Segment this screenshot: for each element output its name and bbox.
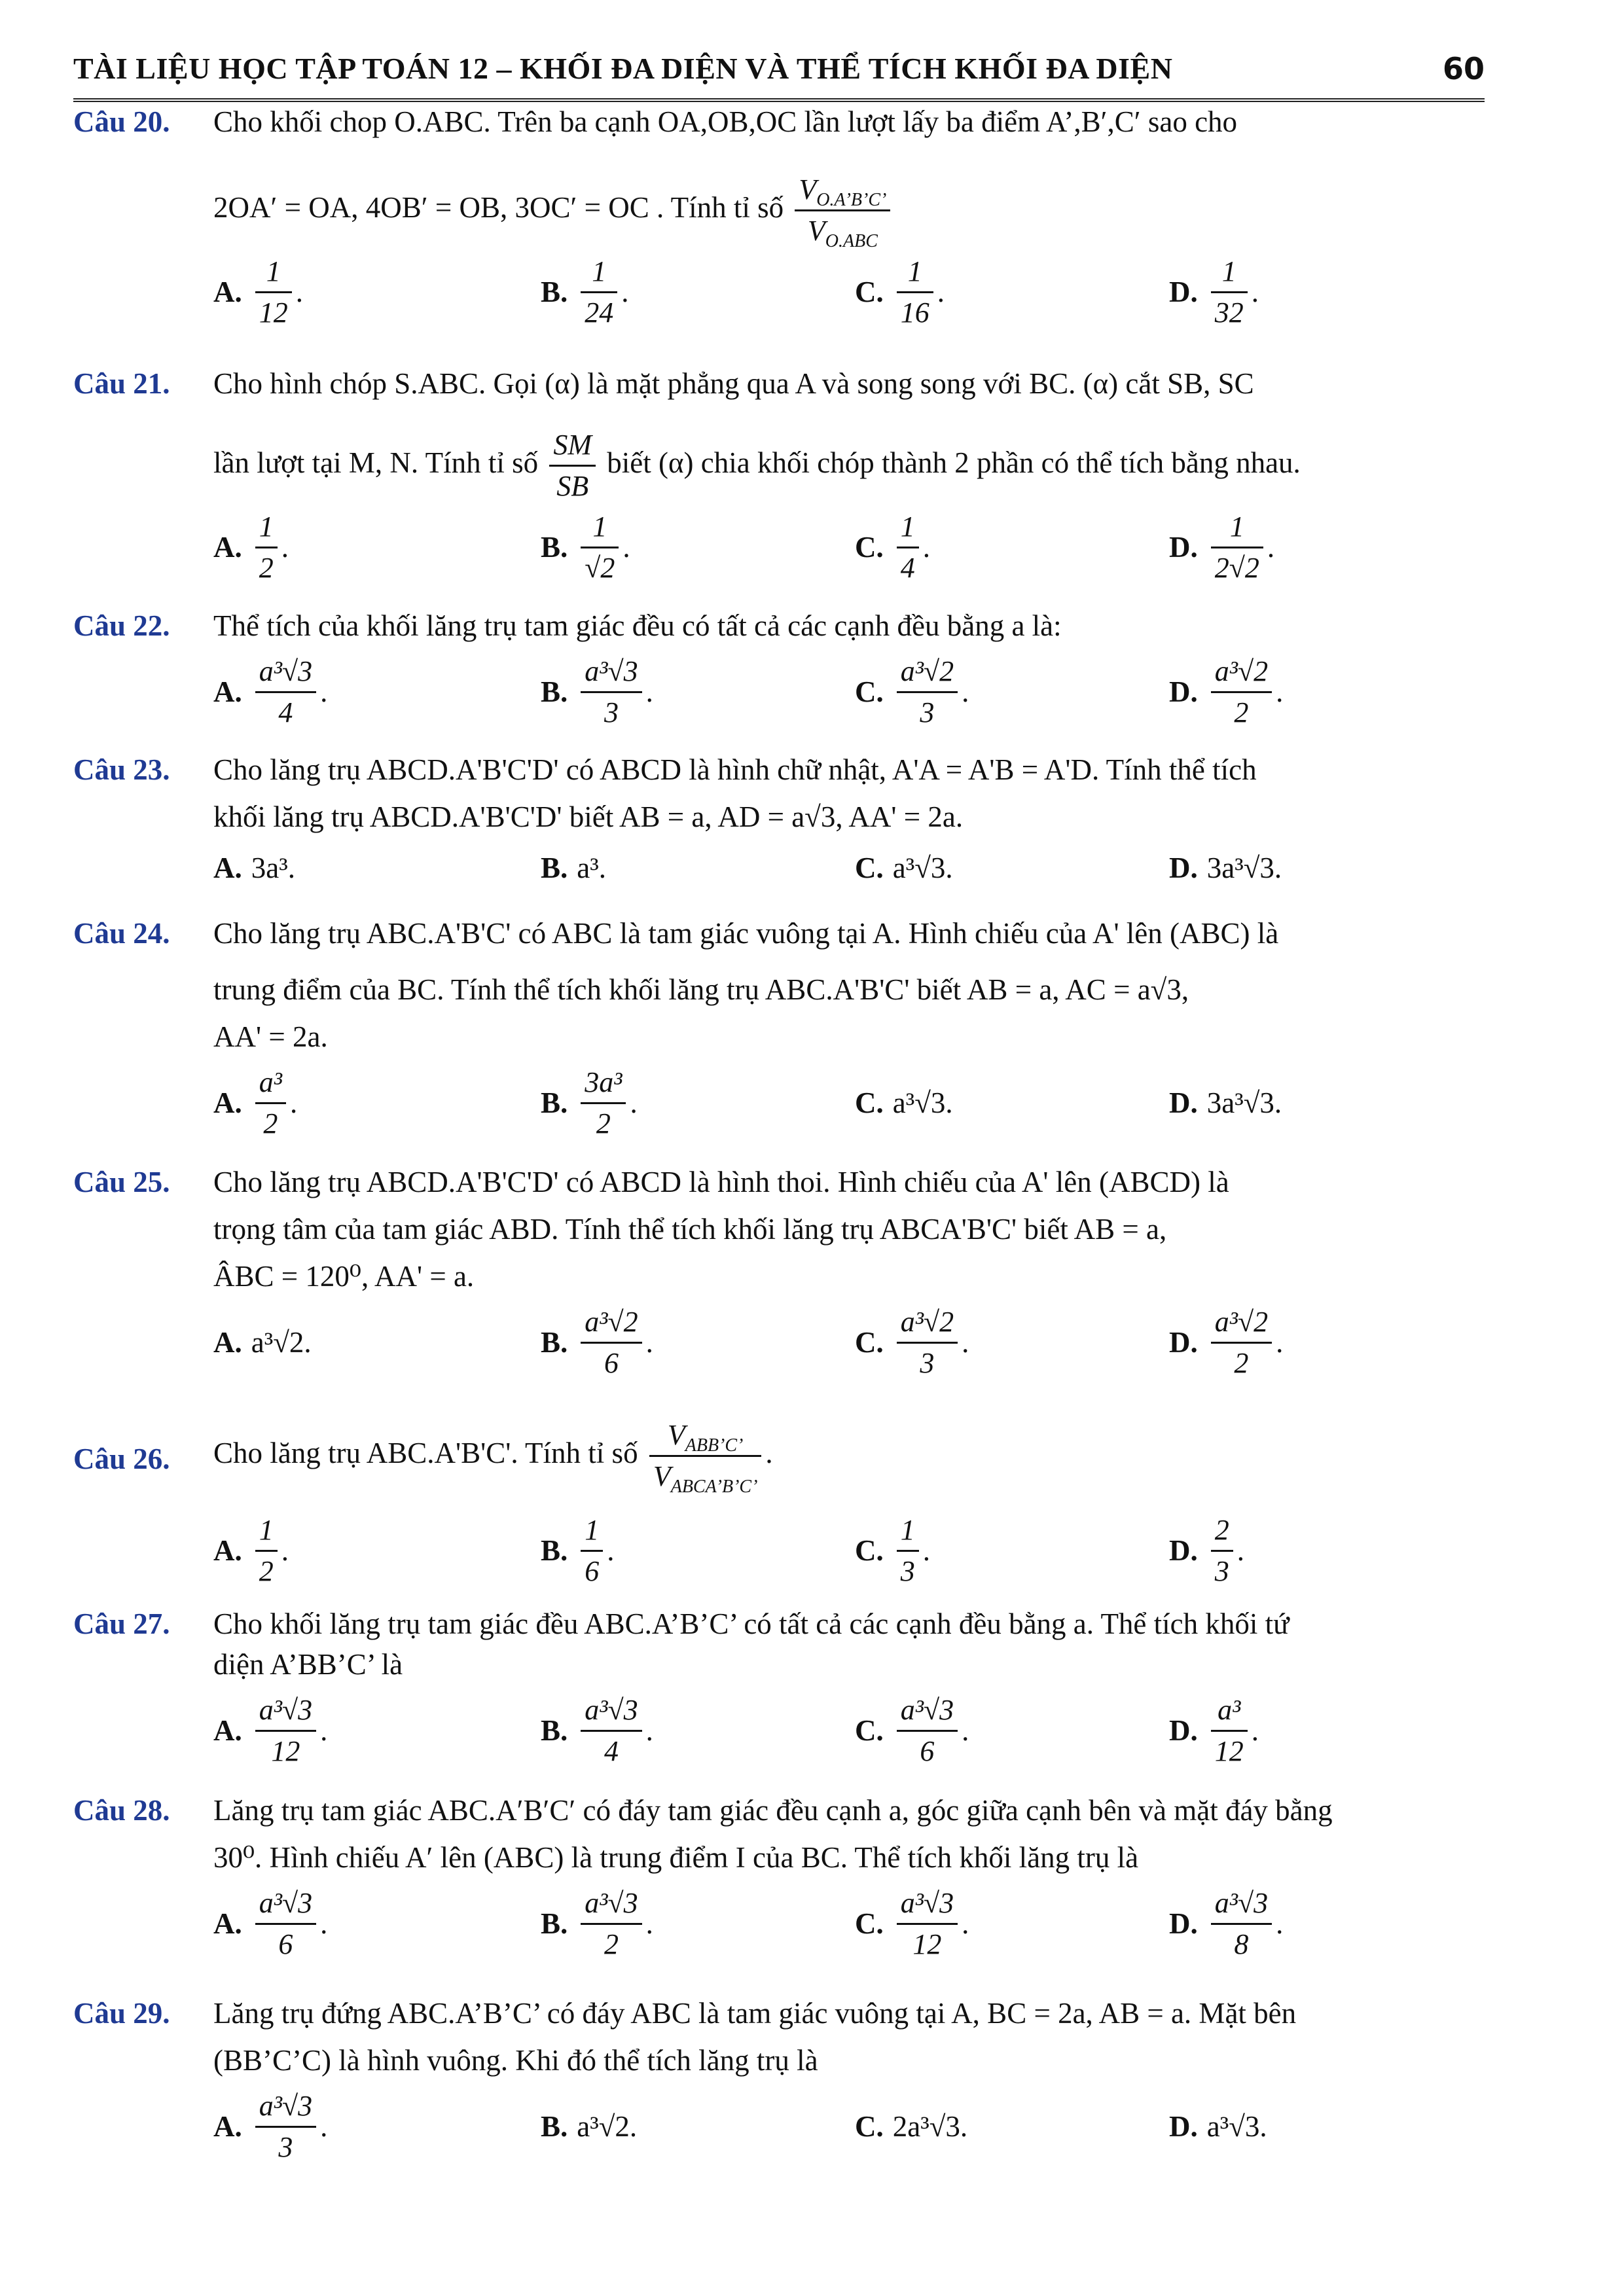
question-text: Lăng trụ đứng ABC.A’B’C’ có đáy ABC là tam giác vuông tại A, BC = 2a, AB = a. Mặt bên bbox=[213, 1997, 1297, 2030]
question-text: trọng tâm của tam giác ABD. Tính thể tích khối lăng trụ ABCA'B'C' biết AB = a, bbox=[213, 1213, 1167, 1246]
option-d[interactable]: D. $\frac{2}{3}$ . bbox=[1169, 1513, 1244, 1587]
option-b[interactable]: B. $\frac{1}{√2}$ . bbox=[541, 510, 630, 584]
question-number: Câu 29. bbox=[73, 1997, 170, 2030]
question-text: Cho khối lăng trụ tam giác đều ABC.A’B’C’ có tất cả các cạnh đều bằng a. Thể tích khối tứ bbox=[213, 1607, 1290, 1640]
question-number: Câu 27. bbox=[73, 1607, 170, 1640]
option-a[interactable]: A. $\frac{1}{2}$ . bbox=[213, 1513, 289, 1587]
question-text: AA' = 2a. bbox=[213, 1020, 328, 1053]
option-c[interactable]: C. $\frac{1}{16}$ . bbox=[855, 255, 945, 329]
question-number: Câu 26. bbox=[73, 1443, 170, 1475]
option-d[interactable]: D. $\frac{1}{2√2}$ . bbox=[1169, 510, 1275, 584]
option-b[interactable]: B. $\frac{\text{a³√3}}{2}$ . bbox=[541, 1886, 653, 1960]
option-d[interactable]: D. 3a³√3. bbox=[1169, 852, 1282, 884]
question-number: Câu 23. bbox=[73, 753, 170, 786]
question-number: Câu 24. bbox=[73, 917, 170, 950]
option-b[interactable]: B. $\frac{1}{6}$ . bbox=[541, 1513, 615, 1587]
question-text: Cho khối chop O.ABC. Trên ba cạnh OA,OB,OC lần lượt lấy ba điểm A’,B′,C′ sao cho bbox=[213, 105, 1238, 138]
option-d[interactable]: D. $\frac{1}{32}$ . bbox=[1169, 255, 1259, 329]
option-a[interactable]: A. $\frac{\text{a³√3}}{6}$ . bbox=[213, 1886, 328, 1960]
option-b[interactable]: B. $\frac{\text{a³√2}}{6}$ . bbox=[541, 1305, 653, 1379]
option-c[interactable]: C. 2a³√3. bbox=[855, 2110, 968, 2143]
question-number: Câu 20. bbox=[73, 105, 170, 138]
question-22 bbox=[73, 602, 1485, 734]
option-c[interactable]: C. $\frac{\text{a³√3}}{12}$ . bbox=[855, 1886, 969, 1960]
question-number: Câu 28. bbox=[73, 1794, 170, 1827]
question-text: 2OA′ = OA, 4OB′ = OB, 3OC′ = OC . Tính tỉ số $\frac{V_{O.A’B’C’}}{V_{O.ABC}}$ bbox=[213, 171, 1485, 249]
question-24 bbox=[73, 910, 1485, 1145]
option-d[interactable]: D. a³√3. bbox=[1169, 2110, 1267, 2143]
option-a[interactable]: A. $\frac{\text{a³√3}}{12}$ . bbox=[213, 1693, 328, 1767]
question-23 bbox=[73, 746, 1485, 895]
answer-options bbox=[213, 1060, 1485, 1145]
option-d[interactable]: D. 3a³√3. bbox=[1169, 1086, 1282, 1119]
option-d[interactable]: D. $\frac{\text{a³√3}}{8}$ . bbox=[1169, 1886, 1284, 1960]
question-28 bbox=[73, 1787, 1485, 1966]
volume-ratio: $\frac{V_{ABB’C’}}{V_{ABCA’B’C’}}$ bbox=[649, 1417, 762, 1495]
answer-options bbox=[213, 1881, 1485, 1966]
option-c[interactable]: C. $\frac{1}{3}$ . bbox=[855, 1513, 930, 1587]
question-text: Cho lăng trụ ABC.A'B'C' có ABC là tam giác vuông tại A. Hình chiếu của A' lên (ABC) là bbox=[213, 917, 1279, 950]
question-text: ÂBC = 120⁰, AA' = a. bbox=[213, 1260, 475, 1293]
option-c[interactable]: C. a³√3. bbox=[855, 852, 953, 884]
question-text: 30⁰. Hình chiếu A′ lên (ABC) là trung điểm I của BC. Thể tích khối lăng trụ là bbox=[213, 1841, 1139, 1874]
volume-ratio: $\frac{V_{O.A’B’C’}}{V_{O.ABC}}$ bbox=[795, 171, 890, 249]
question-text: Cho hình chóp S.ABC. Gọi (α) là mặt phẳng qua A và song song với BC. (α) cắt SB, SC bbox=[213, 367, 1254, 400]
answer-options bbox=[213, 649, 1485, 734]
question-text: (BB’C’C) là hình vuông. Khi đó thể tích lăng trụ là bbox=[213, 2044, 818, 2077]
option-b[interactable]: B. a³. bbox=[541, 852, 606, 884]
question-text: Thể tích của khối lăng trụ tam giác đều có tất cả các cạnh đều bằng a là: bbox=[213, 609, 1062, 642]
question-25 bbox=[73, 1158, 1485, 1385]
option-b[interactable]: B. $\frac{\text{3a³}}{2}$ . bbox=[541, 1066, 638, 1139]
option-c[interactable]: C. $\frac{1}{4}$ . bbox=[855, 510, 930, 584]
answer-options bbox=[213, 2084, 1485, 2169]
answer-options bbox=[213, 1688, 1485, 1773]
document-title: TÀI LIỆU HỌC TẬP TOÁN 12 – KHỐI ĐA DIỆN VÀ THỂ TÍCH KHỐI ĐA DIỆN bbox=[73, 52, 1173, 85]
page-number: 60 bbox=[1442, 51, 1485, 86]
option-c[interactable]: C. $\frac{\text{a³√2}}{3}$ . bbox=[855, 655, 969, 728]
question-29 bbox=[73, 1990, 1485, 2169]
option-a[interactable]: A. 3a³. bbox=[213, 852, 295, 884]
question-number: Câu 22. bbox=[73, 609, 170, 642]
option-b[interactable]: B. $\frac{\text{a³√3}}{4}$ . bbox=[541, 1693, 653, 1767]
option-c[interactable]: C. $\frac{\text{a³√2}}{3}$ . bbox=[855, 1305, 969, 1379]
option-b[interactable]: B. $\frac{\text{a³√3}}{3}$ . bbox=[541, 655, 653, 728]
answer-options bbox=[213, 505, 1485, 590]
answer-options bbox=[213, 1508, 1485, 1593]
question-text: khối lăng trụ ABCD.A'B'C'D' biết AB = a, AD = a√3, AA' = 2a. bbox=[213, 800, 964, 833]
option-b[interactable]: B. a³√2. bbox=[541, 2110, 638, 2143]
option-a[interactable]: A. $\frac{1}{2}$ . bbox=[213, 510, 289, 584]
question-text: Cho lăng trụ ABCD.A'B'C'D' có ABCD là hình chữ nhật, A'A = A'B = A'D. Tính thể tích bbox=[213, 753, 1257, 786]
question-text: lần lượt tại M, N. Tính tỉ số $\frac{SM}{SB}$ biết (α) chia khối chóp thành 2 phần có thể tích bằng nhau. bbox=[213, 429, 1301, 502]
answer-options bbox=[213, 1300, 1485, 1385]
question-number: Câu 21. bbox=[73, 367, 170, 400]
question-21 bbox=[73, 360, 1485, 590]
option-a[interactable]: A. $\frac{\text{a³√3}}{4}$ . bbox=[213, 655, 328, 728]
option-d[interactable]: D. $\frac{\text{a³√2}}{2}$ . bbox=[1169, 1305, 1284, 1379]
option-a[interactable]: A. $\frac{\text{a³√3}}{3}$ . bbox=[213, 2089, 328, 2163]
option-a[interactable]: A. $\frac{\text{a³}}{2}$ . bbox=[213, 1066, 298, 1139]
question-20 bbox=[73, 98, 1485, 334]
answer-options bbox=[213, 840, 1485, 895]
question-text: trung điểm của BC. Tính thể tích khối lăng trụ ABC.A'B'C' biết AB = a, AC = a√3, bbox=[213, 973, 1189, 1006]
question-text: diện A’BB’C’ là bbox=[213, 1648, 403, 1681]
option-b[interactable]: B. $\frac{1}{24}$ . bbox=[541, 255, 629, 329]
option-c[interactable]: C. $\frac{\text{a³√3}}{6}$ . bbox=[855, 1693, 969, 1767]
option-d[interactable]: D. $\frac{\text{a³√2}}{2}$ . bbox=[1169, 655, 1284, 728]
question-number: Câu 25. bbox=[73, 1166, 170, 1198]
option-a[interactable]: A. $\frac{1}{12}$ . bbox=[213, 255, 303, 329]
option-c[interactable]: C. a³√3. bbox=[855, 1086, 953, 1119]
question-text: Cho lăng trụ ABCD.A'B'C'D' có ABCD là hình thoi. Hình chiếu của A' lên (ABCD) là bbox=[213, 1166, 1229, 1198]
question-text: Lăng trụ tam giác ABC.A′B′C′ có đáy tam giác đều cạnh a, góc giữa cạnh bên và mặt đáy bằng bbox=[213, 1794, 1333, 1827]
page-header bbox=[73, 43, 1485, 102]
answer-options bbox=[213, 249, 1485, 334]
question-27 bbox=[73, 1600, 1485, 1773]
question-26 bbox=[73, 1417, 1485, 1593]
question-text: Cho lăng trụ ABC.A'B'C'. Tính tỉ số $\frac{V_{ABB’C’}}{V_{ABCA’B’C’}}$ . bbox=[213, 1417, 1485, 1495]
option-a[interactable]: A. a³√2. bbox=[213, 1326, 312, 1359]
option-d[interactable]: D. $\frac{\text{a³}}{12}$ . bbox=[1169, 1693, 1259, 1767]
